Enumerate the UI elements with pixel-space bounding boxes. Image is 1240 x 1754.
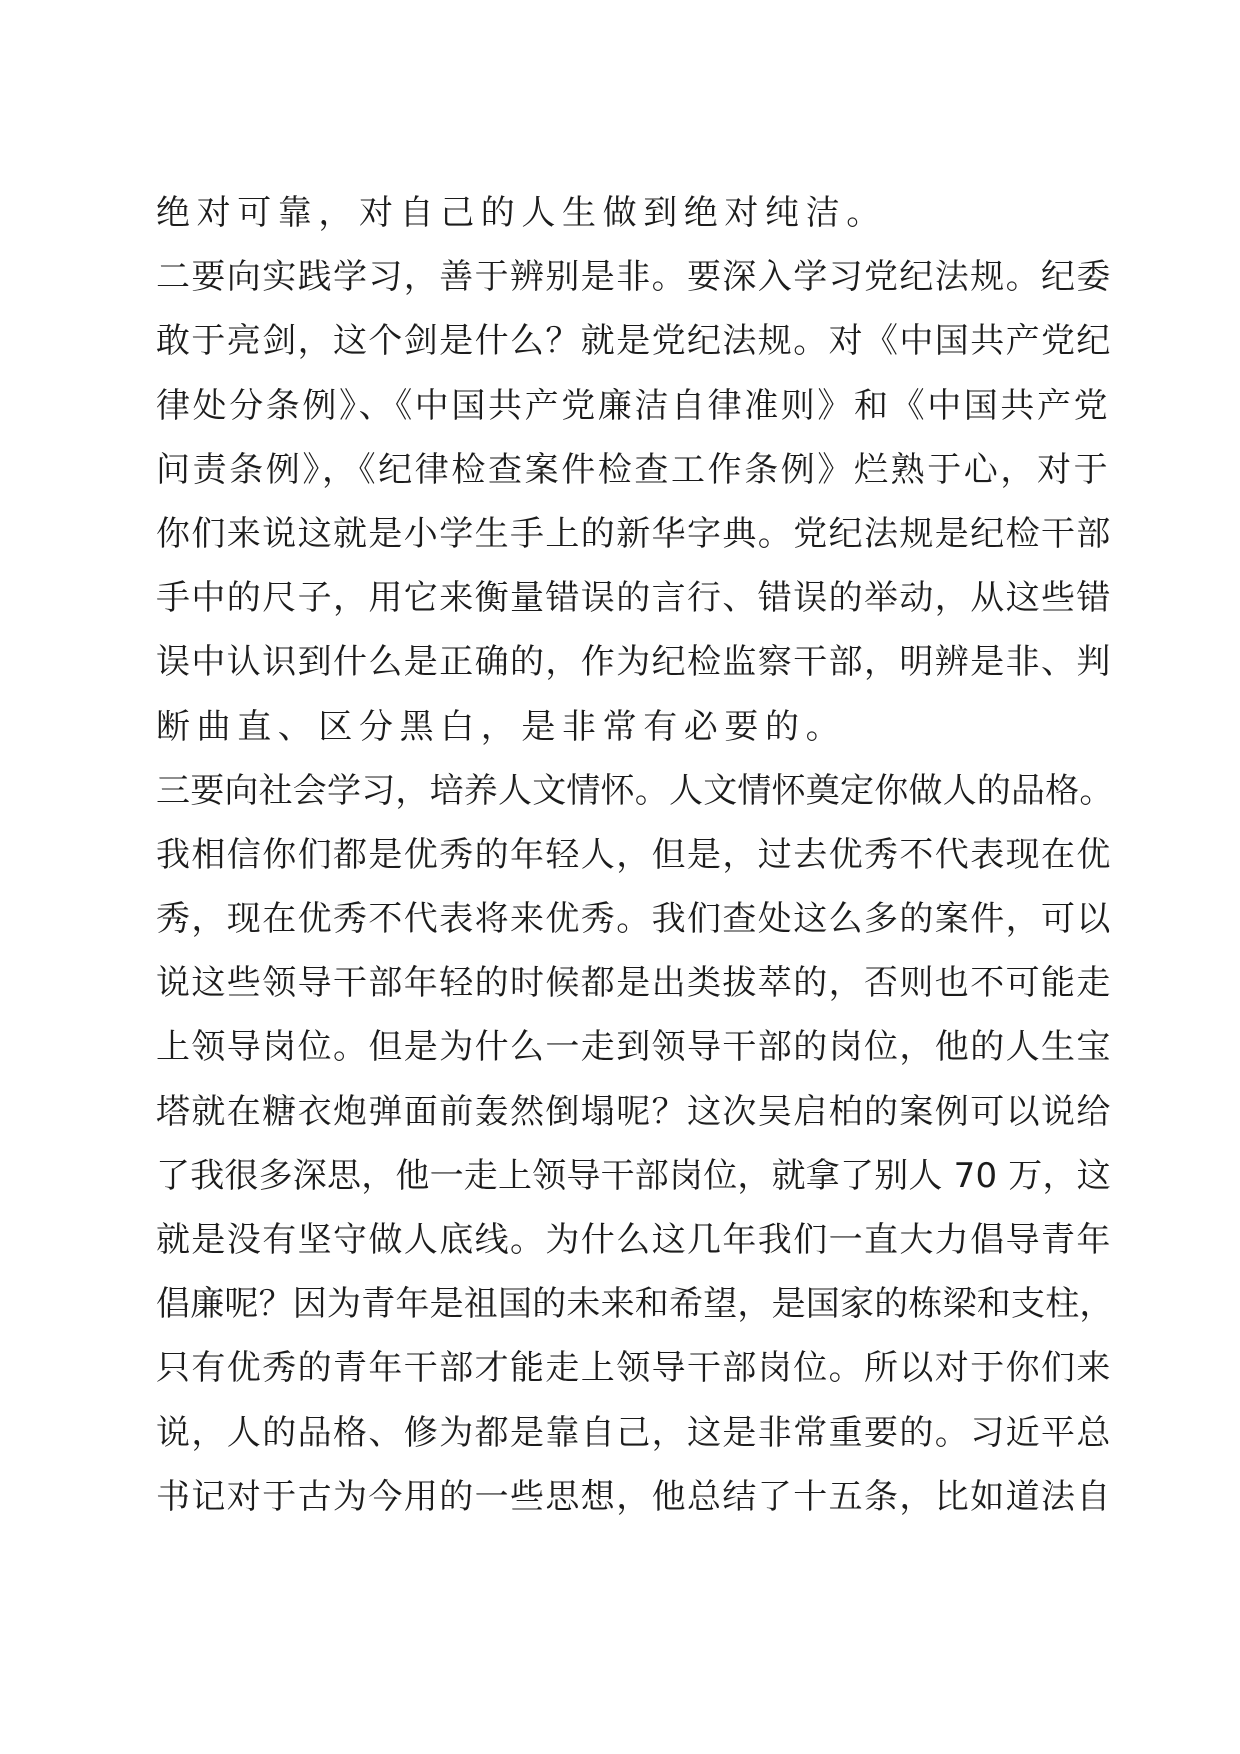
body-text bbox=[156, 181, 1114, 1529]
text-line: 绝对可靠，对自己的人生做到绝对纯洁。 bbox=[156, 193, 887, 233]
text-line: 说，人的品格、修为都是靠自己，这是非常重要的。习近平总 bbox=[156, 1412, 1112, 1453]
text-line: 误中认识到什么是正确的，作为纪检监察干部，明辨是非、判 bbox=[156, 642, 1112, 683]
text-line: 二要向实践学习，善于辨别是非。要深入学习党纪法规。纪委 bbox=[156, 257, 1112, 298]
text-line: 断曲直、区分黑白，是非常有必要的。 bbox=[156, 706, 847, 747]
text-line: 敢于亮剑，这个剑是什么？就是党纪法规。对《中国共产党纪 bbox=[156, 321, 1112, 362]
text-line: 三要向社会学习，培养人文情怀。人文情怀奠定你做人的品格。 bbox=[156, 770, 1114, 811]
text-line: 倡廉呢？因为青年是祖国的未来和希望，是国家的栋梁和支柱， bbox=[156, 1284, 1114, 1325]
text-line: 了我很多深思，他一走上领导干部岗位，就拿了别人 70 万，这 bbox=[156, 1155, 1111, 1196]
text-line: 我相信你们都是优秀的年轻人，但是，过去优秀不代表现在优 bbox=[156, 834, 1112, 875]
text-line: 上领导岗位。但是为什么一走到领导干部的岗位，他的人生宝 bbox=[156, 1027, 1112, 1068]
text-line: 书记对于古为今用的一些思想，他总结了十五条，比如道法自 bbox=[156, 1476, 1112, 1517]
text-line: 你们来说这就是小学生手上的新华字典。党纪法规是纪检干部 bbox=[156, 513, 1112, 554]
text-line: 说这些领导干部年轻的时候都是出类拔萃的，否则也不可能走 bbox=[156, 963, 1112, 1004]
text-line: 就是没有坚守做人底线。为什么这几年我们一直大力倡导青年 bbox=[156, 1220, 1112, 1260]
text-line: 只有优秀的青年干部才能走上领导干部岗位。所以对于你们来 bbox=[156, 1348, 1112, 1389]
text-line: 手中的尺子，用它来衡量错误的言行、错误的举动，从这些错 bbox=[156, 578, 1112, 619]
text-line: 问责条例》，《纪律检查案件检查工作条例》烂熟于心，对于 bbox=[156, 449, 1111, 490]
text-line: 塔就在糖衣炮弹面前轰然倒塌呢？这次吴启柏的案例可以说给 bbox=[156, 1091, 1112, 1132]
text-line: 秀，现在优秀不代表将来优秀。我们查处这么多的案件，可以 bbox=[156, 899, 1112, 940]
text-line: 律处分条例》、《中国共产党廉洁自律准则》和《中国共产党 bbox=[156, 385, 1111, 426]
